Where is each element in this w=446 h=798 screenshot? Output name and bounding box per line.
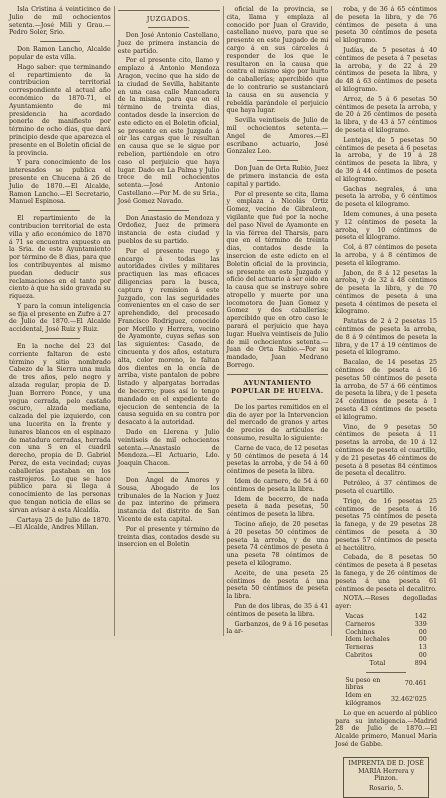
- divider: [118, 10, 220, 11]
- price-entry: Idem de becerro, de nada peseta á nada pesetas, 50 céntimos de peseta la libra.: [226, 495, 329, 519]
- edict-signature: Y para la comun inteligencia se fija el presente en Zufre á 27 de Julio de 1870.—El Alcalde accidental, José Ruiz y Ruiz.: [9, 302, 111, 334]
- slaughter-table: [345, 613, 426, 668]
- notice-body: En la noche del 23 del corriente faltaron de este término y sitio nombrado Cabezo de la Sierra una mula de tres años, pelo negro y alzada regular, propia de D. Juan Borrero Ponce, y una yegua cerrada, pelo castaño oscuro, alzada mediana, calzada del pie izquierdo, con una lucerita en la frente y lunares blancos en el espinazo de matadura cerradas, herrada con una S en el cuadril derecho, propia de D. Gabriel Perez, de esta vecindad; cuyas caballerías pastaban en los rastrojeros. Lo que se hace público para si llega á conocimiento de las personas que tengan noticia de ellas se sirvan avisar á esta Alcaldía.: [9, 343, 111, 514]
- divider: [148, 210, 189, 211]
- printer-address: Rosario, 5.: [368, 785, 404, 793]
- divider: [366, 672, 407, 673]
- price-entry: Patatas de 2 á 2 pesetas 15 céntimos de peseta la arroba, de 8 á 9 céntimos de peseta la libra, y de 17 á 19 céntimos de peseta el kilogramo.: [335, 318, 437, 357]
- edict-signature: Y para conocimiento de los interesados se publica el presente en Chucena á 26 de Julio de 1870.—El Alcalde, Ramon Lancho.—El Secretario, Manuel Espinosa.: [9, 159, 111, 206]
- price-entry: Idem de carnero, de 54 á 60 céntimos de peseta la libra.: [226, 478, 329, 493]
- slaughter-note-heading: NOTA.—Reses degolladas ayer:: [335, 595, 437, 611]
- price-entry: Idem comunes, á una peseta y 12 céntimos de peseta la arroba, y 10 céntimos de peseta el kilogramo.: [335, 210, 437, 242]
- column-2: [114, 6, 223, 636]
- divider: [227, 374, 329, 375]
- edict-body: Por el presente se cita, llama y emplaza á Nicolás Ortiz Gomez, vecino de Gibraleon, vigilante que fué por la noche del paso Nivel de Ayamonte en la via férrea del Tharsis, para que en el término de treinta dias, contados desde la insercion de este edicto en el Boletin oficial de la provincia, se presente en este Juzgado y oficio del actuario á ser oido en la causa que se instruye sobre atropello y muerte por una locomotora de Juan Gomez y Gomez y dos caballerías; apercibido que en otro caso le parará el perjuicio que haya lugar. Huelva veintiseis de Julio de mil ochocientos setenta.—Juan de Orta Rubio.—Por su mandado, Juan Medrano Borrego.: [226, 190, 329, 370]
- price-entry: Garbanzos, de 9 á 16 pesetas la ar-: [226, 620, 329, 636]
- table-total-row: Total 894: [369, 659, 427, 667]
- notice-signature: Lo que en acuerdo al público para su inteligencia.—Madrid 28 de Julio de 1870.—El Alcalde primero, Manuel María José de Gabbe.: [335, 709, 437, 748]
- column-layout: [6, 6, 440, 793]
- divider: [148, 472, 189, 473]
- section-heading-juzgados: JUZGADOS.: [146, 15, 191, 23]
- edict-body: El repartimiento de la contribucion territorial de esta villa y año económico de 1870 á 71 se encuentra expuesto en la Sria. de este Ayuntamiento por término de 8 dias, para que los contribuyentes al mismo puedan deducir sus reclamaciones en el tanto por ciento á que ha sido gravada su riqueza.: [9, 215, 111, 301]
- edict-closing: Isla Cristina á veinticinco de Julio de mil ochocientos setenta.—José Mili y Grau.—Pedro Soler, Srio.: [9, 6, 111, 37]
- edict-heading: Don Juan de Orta Rubio, Juez de primera instancia de esta capital y partido.: [226, 165, 329, 188]
- section-heading-ayuntamiento: AYUNTAMIENTO POPULAR DE HUELVA.: [231, 378, 324, 395]
- edict-signature: Dado en Llerena y Julio veintiseis de mil ochocientos setenta.—Anastasio de Mendoza.—El Actuario, Ldo. Joaquin Chacon.: [117, 429, 220, 468]
- price-entry: Jabon, de 8 á 12 pesetas la arroba, y de 32 á 48 céntimos de peseta la libra, y de 70 céntimos de peseta á una peseta 4 céntimos de peseta el kilogramo.: [335, 269, 437, 316]
- divider: [40, 41, 81, 42]
- edict-signature: Sevilla veintiseis de Julio de mil ochocientos setenta.—Angel de Amores.—El escribano actuario, José Gonzalez Leo.: [226, 117, 329, 156]
- price-entry: Arroz, de 5 á 6 pesetas 50 céntimos de peseta la arroba, y de 20 á 26 céntimos de peseta la libra, y de 43 á 57 céntimos de peseta el kilogramo.: [335, 95, 437, 134]
- table-row: Carneros 339: [345, 620, 427, 628]
- edict-heading: Don José Antonio Castellano, Juez de primera instancia de este partido.: [117, 32, 220, 55]
- edict-body: Por el presente ruego y encargo á todas las autoridades civiles y militares practiquen las mas eficaces diligencias para la busca, captura y remision á este Juzgado, con las seguridades convenientes en el caso de ser aprehendido, del procesado Francisco Rodriguez, conocido por Morillo y Herrera, vecino de Ayamonte, cuyas señas son las siguientes: Casado, de cincuenta y dos años, estatura alta, color moreno, le faltan dos dientes en la encía de arriba, viste pantalon de pobre listado y alpargatas borradas de becerro; pues así lo tengo mandado en el expediente de ejecucion de sentencia de la causa seguida en su contra por desacato á la autoridad.: [117, 247, 220, 427]
- price-entry: Aceite, de una peseta 25 céntimos de peseta á una peseta 50 céntimos de peseta la libra.: [226, 569, 329, 601]
- price-entry: Vino, de 9 pesetas 50 céntimos de peseta á 11 pesetas la arroba, de 10 á 12 céntimos de peseta el cuartillo, y de 21 pesetas 46 céntimos de peseta á 8 pesetas 84 céntimos de peseta el decalitro.: [335, 423, 437, 478]
- divider: [257, 160, 298, 161]
- column-1: [6, 6, 114, 636]
- price-entry: Col, á 87 céntimos de peseta la arroba, y á 8 céntimos de peseta el kilogramo.: [335, 244, 437, 267]
- divider: [148, 27, 189, 28]
- edict-body: Por el presente cito, llamo y emplazo á Antonio Mendoza Aragon, vecino que ha sido de la ciudad de Sevilla, habitante en una casa calle Mancadera de la misma, para que en el término de treinta dias, contados desde la insercion de este edicto en el Boletin oficial, se presente en este Juzgado á oir las cargas que le resultan en causa que se le sigue por rebelion, partiéndole en otro caso el perjuicio que haya lugar. Dado en La Palma y Julio trece de mil ochocientos setenta.—José Antonio Castellano.—Por M. de su Sria., José Gomez Navado.: [117, 57, 220, 205]
- printer-imprint: [343, 757, 429, 798]
- printer-name: IMPRENTA DE D. JOSÉ MARIA Herrera y Pinzon.: [348, 759, 424, 783]
- divider: [40, 210, 81, 211]
- notice-signature: Cartaya 25 de Julio de 1870.—El Alcalde, Andres Millan.: [9, 516, 111, 532]
- price-entry: Pan de dos libras, de 35 á 41 céntimos de peseta la libra.: [226, 602, 329, 618]
- edict-body: oficial de la provincia, se cita, llama y emplaza al conocido por Juan el Gravido, castellano nuevo, para que se presente en este Juzgado de mi cargo á en sus cárceles á responder de los que le resultaron en la causa que contra el mismo sigo por hurto de caballerías; apercibido que de lo contrario se sustanciará la causa en su ausencia y rebeldía parándole el perjuicio que haya lugar.: [226, 6, 329, 115]
- table-row: Cabritos 00: [345, 651, 427, 659]
- weight-table: [345, 677, 426, 708]
- edict-heading: Don Angel de Amores y Sousa, Abogado de los tribunales de la Nacion y Juez de paz interino de primera instancia del distrito de San Vicente de esta capital.: [117, 477, 220, 524]
- edict-heading: Don Anastasio de Mendoza y Ordoñez, Juez de primera instancia de esta ciudad y pueblos de su partido.: [117, 214, 220, 245]
- table-row: Terneras 13: [345, 644, 427, 652]
- table-row: Vacas 142: [345, 612, 427, 620]
- price-entry: Tocino añejo, de 20 pesetas á 20 pesetas 50 céntimos de peseta la arroba, y de una peseta 74 céntimos de peseta á una peseta 78 céntimos de peseta el kilogramo.: [226, 521, 329, 567]
- price-entry: Cebada, de 8 pesetas 50 céntimos de peseta á 8 pesetas la fanega, y de 26 céntimos de peseta á una peseta 61 céntimos de peseta el decalitro.: [335, 554, 437, 593]
- column-4: [331, 6, 440, 793]
- price-entry: Gachas negrales, á una peseta la arroba, y 6 céntimos de peseta el kilogramo.: [335, 185, 437, 209]
- divider: [40, 338, 81, 339]
- price-entry: Lentejas, de 5 pesetas 50 céntimos de peseta á 6 pesetas la arroba, y de 19 á 28 céntimos de peseta la libra, y de 39 á 44 céntimos de peseta el kilogramo.: [335, 136, 437, 183]
- price-entry: roba, y de 36 á 65 céntimos de peseta la libra, y de 76 céntimos de peseta á una peseta 30 céntimos de peseta el kilogramo.: [335, 6, 437, 45]
- edict-body: Por el presente y término de treinta dias, contados desde su insercion en el Boletin: [117, 525, 220, 549]
- column-3: [223, 6, 332, 636]
- table-row: Idem lechales 00: [345, 636, 427, 644]
- edict-body: Hago saber: que terminando el repartimiento de la contribucion territorial correspondiente al actual año económico de 1870-71, el Ayuntamiento de mi presidencia ha acordado ponerle de manifiesto por término de ocho dias, que dará principio desde que aparezca el presente en el Boletin oficial de la provincia.: [9, 63, 111, 157]
- price-entry: Carne de vaca, de 12 pesetas y 50 céntimos de peseta á 14 pesetas la arroba, y de 54 á 60 céntimos de peseta la libra.: [226, 444, 329, 476]
- price-entry: Judías, de 5 pesetas á 40 céntimos de peseta á 7 pesetas la arroba, y de 22 á 29 céntimos de peseta la libra, y de 48 á 63 céntimos de peseta el kilogramo.: [335, 46, 437, 93]
- divider: [257, 399, 298, 400]
- prices-intro: De los partes remitidos en el dia de ayer por la Intervencion del mercado de granos y artes de precios de artículos de consumo, resulta lo siguiente:: [226, 403, 329, 443]
- table-row: Su peso en libras 70.461: [345, 676, 427, 692]
- price-entry: Bacalao, de 14 pesetas 25 céntimos de peseta á 16 pesetas 50 céntimos de peseta la arroba, de 57 á 66 céntimos de peseta la libra, y de 1 peseta 24 céntimos de peseta á 1 peseta 43 céntimos de peseta el kilogramo.: [335, 359, 437, 421]
- edict-heading: Don Ramon Lancho, Alcalde popular de esta villa.: [9, 46, 111, 61]
- table-row: Cochinos 00: [345, 628, 427, 636]
- price-entry: Petróleo, á 37 céntimos de peseta el cuartillo.: [335, 480, 437, 496]
- price-entry: Trigo, de 16 pesetas 25 céntimos de peseta á 16 pesetas 75 céntimos de peseta la fanega, y de 29 pesetas 28 céntimos de peseta á 30 pesetas 57 céntimos de peseta el hectólitro.: [335, 497, 437, 552]
- table-row: Idem en kilógramos 32.462'025: [345, 692, 427, 707]
